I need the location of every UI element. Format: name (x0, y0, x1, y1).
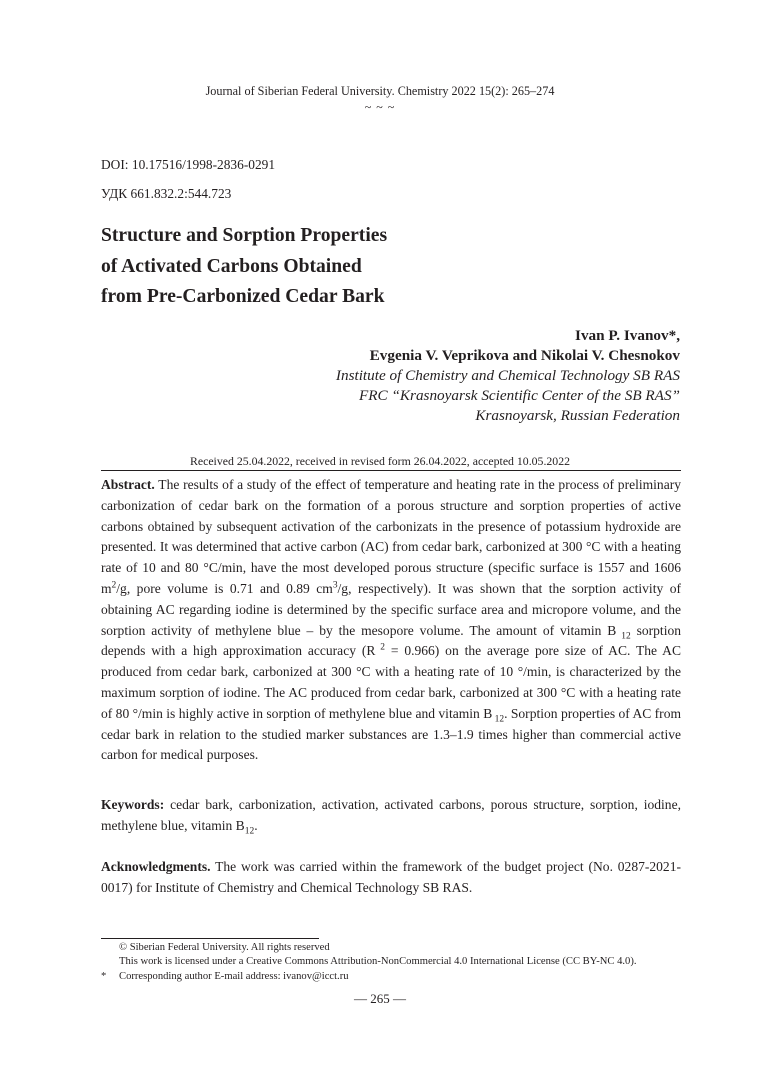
header-ornament: ~ ~ ~ (364, 100, 396, 114)
affiliation-line-2: FRC “Krasnoyarsk Scientific Center of the SB RAS” (358, 387, 680, 404)
author-line-1: Ivan P. Ivanov*, (575, 327, 680, 344)
doi-line: DOI: 10.17516/1998-2836-0291 (101, 157, 276, 172)
abstract-divider (101, 470, 681, 471)
license-note: This work is licensed under a Creative Commons Attribution-NonCommercial 4.0 International License (CC BY-NC 4.0). (119, 956, 637, 968)
journal-header: Journal of Siberian Federal University. Chemistry 2022 15(2): 265–274 (205, 84, 555, 98)
udk-line: УДК 661.832.2:544.723 (101, 186, 232, 201)
article-title (101, 221, 387, 313)
title-line-2: of Activated Carbons Obtained (101, 255, 362, 277)
acknowledgments-paragraph: Acknowledgments. The work was carried within the framework of the budget project (No. 0287-2021-0017) for Institute of Chemistry and Chemical Technology SB RAS. (101, 859, 681, 895)
page-number: — 265 — (354, 991, 406, 1006)
keywords-paragraph: Keywords: cedar bark, carbonization, activation, activated carbons, porous structure, sorption, iodine, methylene blue, vitamin $B_{12}$. (101, 797, 681, 837)
corresponding-author-note: Corresponding author E-mail address: ivanov@icct.ru (119, 970, 349, 982)
received-dates: Received 25.04.2022, received in revised form 26.04.2022, accepted 10.05.2022 (189, 454, 570, 468)
keywords-label: Keywords: (101, 797, 165, 812)
affiliation-line-1: Institute of Chemistry and Chemical Technology SB RAS (335, 367, 680, 384)
title-line-1: Structure and Sorption Properties (101, 225, 388, 246)
title-line-3: from Pre-Carbonized Cedar Bark (101, 286, 385, 307)
copyright-note: © Siberian Federal University. All rights reserved (119, 942, 330, 953)
abstract-paragraph: Abstract. The results of a study of the effect of temperature and heating rate in the process of preliminary carbonization of cedar bark on the formation of a porous structure and sorption properties of active carbons obtained by subsequent activation of the carbonizats in the presence of potassium hydroxide are presented. It was determined that active carbon (AC) from cedar bark, carbonized at 300 °C with a heating rate of 10 and 80 °C/min, have the most developed porous structure (specific surface is 1557 and 1606 $m^2/g$, pore volume is 0.71 and 0.89 $cm^3/g$, respectively). It was shown that the sorption activity of obtaining AC regarding iodine is determined by the specific surface area and micropore volume, and the sorption activity of methylene blue – by the mesopore volume. The amount of vitamin B $_{12}$ sorption depends with a high approximation accuracy (R $^2$ = 0.966) on the average pore size of AC. The AC produced from cedar bark, carbonized at 300 °C with a heating rate of 10 °/min, is characterized by the maximum sorption of iodine. The AC produced from cedar bark, carbonized at 300 °C with a heating rate of 80 °/min is highly active in sorption of methylene blue and vitamin B $_{12}$. Sorption properties of AC from cedar bark in relation to the studied marker substances are 1.3–1.9 times higher than commercial active carbon for medical purposes. (101, 477, 682, 763)
abstract-label: Abstract. (101, 477, 155, 492)
affiliation-line-3: Krasnoyarsk, Russian Federation (475, 407, 680, 424)
author-block (336, 326, 680, 426)
acknowledgments-label: Acknowledgments. (101, 859, 211, 874)
footnotes (101, 941, 691, 984)
asterisk-mark: * (101, 970, 107, 982)
footnote-divider (101, 938, 319, 939)
author-line-2: Evgenia V. Veprikova and Nikolai V. Chesnokov (369, 347, 680, 364)
